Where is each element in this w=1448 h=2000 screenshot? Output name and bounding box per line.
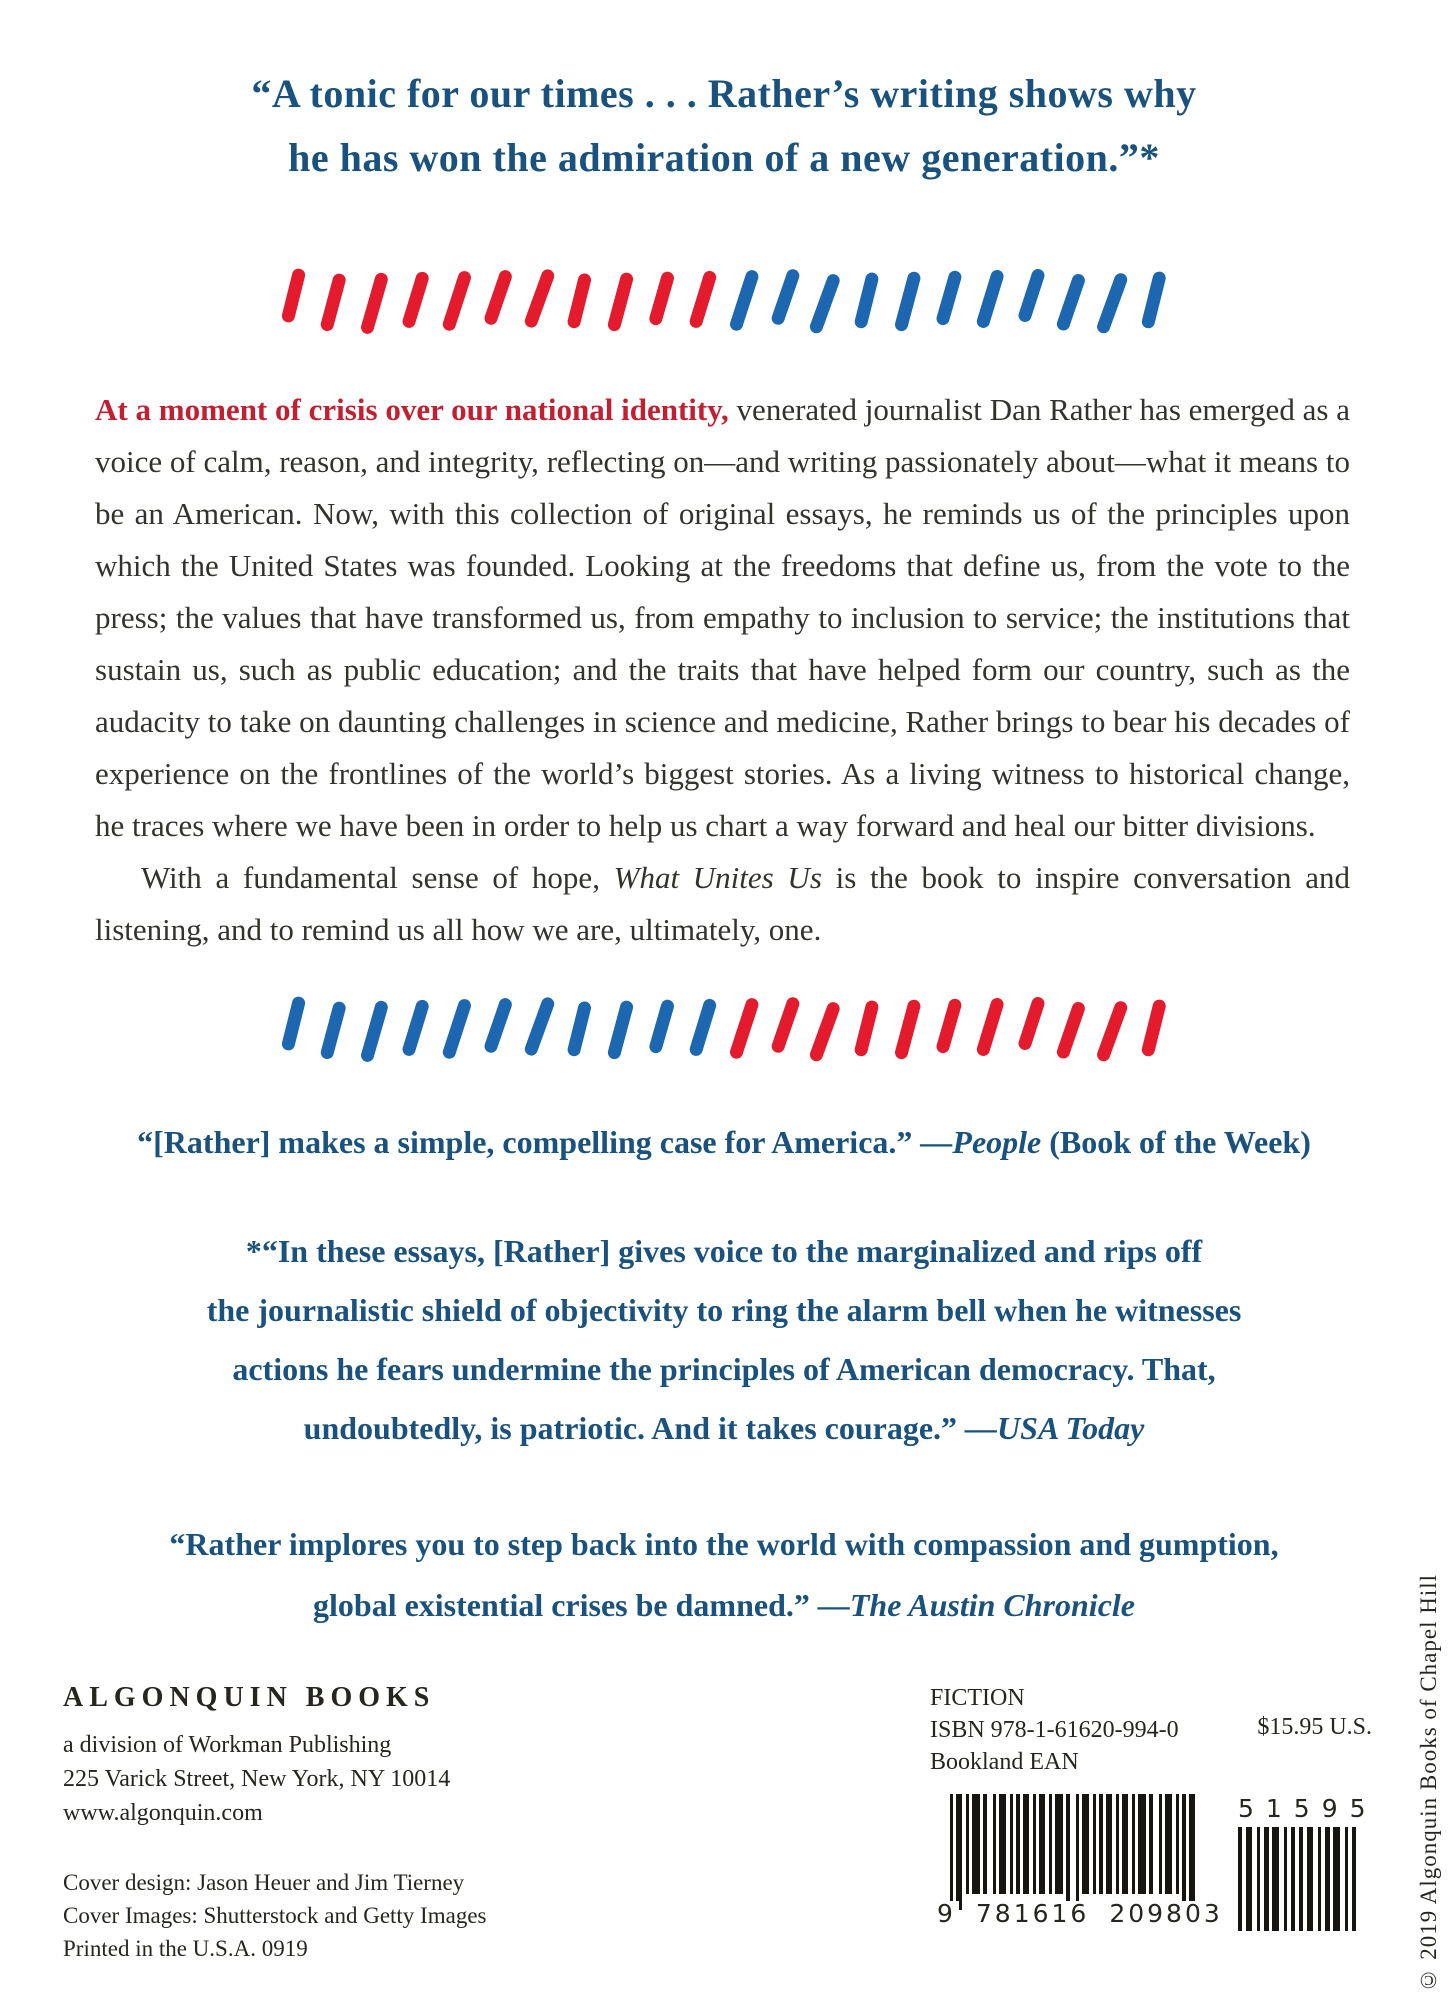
barcode-bar xyxy=(1257,1827,1260,1931)
tick-mark-red xyxy=(441,269,473,332)
tick-mark-red xyxy=(1017,995,1046,1051)
barcode-digit-group1: 781616 xyxy=(973,1901,1092,1926)
cover-design-credit: Cover design: Jason Heuer and Jim Tierney xyxy=(63,1870,465,1895)
publisher-website: www.algonquin.com xyxy=(63,1800,263,1826)
tick-mark-blue xyxy=(606,999,634,1060)
barcode-digit-first: 9 xyxy=(934,1901,959,1926)
synopsis-paragraph-2-start: With a fundamental sense of hope, xyxy=(141,860,614,895)
tick-mark-blue xyxy=(359,999,389,1063)
barcode-bar xyxy=(1093,1794,1096,1894)
tick-mark-blue xyxy=(566,1000,592,1057)
barcode-bar xyxy=(1049,1794,1052,1894)
tick-mark-blue xyxy=(319,1000,347,1060)
tick-mark-red xyxy=(359,271,389,335)
barcode-bar xyxy=(1033,1794,1036,1894)
usatoday-quote-line1: *“In these essays, [Rather] gives voice to the marginalized and rips off xyxy=(245,1233,1203,1269)
barcode-bar xyxy=(1023,1794,1029,1894)
usatoday-quote-line4 xyxy=(0,1399,1448,1458)
barcode-bar xyxy=(1159,1794,1162,1894)
isbn-barcode-bars xyxy=(950,1794,1208,1912)
tick-mark-red xyxy=(401,270,430,329)
tick-mark-red xyxy=(728,996,760,1060)
barcode-bar xyxy=(1264,1827,1269,1931)
usatoday-quote-source: —USA Today xyxy=(965,1410,1145,1446)
tick-mark-red xyxy=(975,996,1005,1057)
barcode-bar xyxy=(1238,1827,1242,1931)
austin-quote-line2 xyxy=(0,1575,1448,1636)
tick-mark-red xyxy=(935,997,963,1054)
tick-mark-blue xyxy=(441,997,473,1060)
tick-mark-blue xyxy=(523,996,556,1058)
publisher-division: a division of Workman Publishing xyxy=(63,1732,392,1758)
barcode-bar xyxy=(983,1794,987,1894)
barcode-bar xyxy=(972,1794,980,1894)
tick-mark-blue xyxy=(648,998,676,1054)
barcode-bar xyxy=(1333,1827,1340,1931)
tick-mark-blue xyxy=(1140,270,1167,329)
stitch-marks-band-top xyxy=(0,268,1448,340)
barcode-bar xyxy=(1345,1827,1348,1931)
tick-mark-red xyxy=(281,267,307,324)
tick-mark-red xyxy=(606,271,634,332)
barcode-bar xyxy=(1010,1794,1013,1894)
supplement-digits: 51595 xyxy=(1238,1794,1378,1823)
barcode-bar xyxy=(1165,1794,1172,1894)
barcode-bar xyxy=(1132,1794,1135,1894)
tick-mark-blue xyxy=(483,996,514,1054)
tick-mark-red xyxy=(1140,998,1167,1057)
usatoday-quote-line3: actions he fears undermine the principles of American democracy. That, xyxy=(232,1351,1216,1387)
barcode-bar xyxy=(1076,1794,1079,1910)
publisher-name: ALGONQUIN BOOKS xyxy=(63,1682,436,1713)
supplement-barcode-bars xyxy=(1238,1827,1372,1931)
barcode-bar xyxy=(1106,1794,1112,1894)
barcode-bar xyxy=(1016,1794,1020,1894)
tick-mark-red xyxy=(319,272,347,332)
barcode-bar xyxy=(1284,1827,1287,1931)
tick-mark-red xyxy=(1055,1000,1087,1060)
synopsis-paragraph-1 xyxy=(95,384,1350,852)
austin-quote-source: —The Austin Chronicle xyxy=(817,1587,1135,1623)
synopsis-paragraph-1-rest: venerated journalist Dan Rather has emerged as a voice of calm, reason, and integrity, reflecting on—and writing passionately about—what it means to be an American. Now, with this collection of original essays, he reminds us of the principles upon which the United States was founded. Looking at the freedoms that define us, from the vote to the press; the values that have transformed us, from empathy to inclusion to service; the institutions that sustain us, such as public education; and the traits that have helped form our country, such as the audacity to take on daunting challenges in science and medicine, Rather brings to bear his decades of experience on the frontlines of the world’s biggest stories. As a living witness to historical change, he traces where we have been in order to help us chart a way forward and heal our bitter divisions. xyxy=(95,392,1350,843)
price-label: $15.95 U.S. xyxy=(1257,1714,1372,1740)
copyright-vertical-text: © 2019 Algonquin Books of Chapel Hill xyxy=(1416,1573,1441,1992)
barcode-row xyxy=(937,1794,1378,1931)
tick-mark-red xyxy=(770,995,801,1054)
isbn-label: ISBN 978-1-61620-994-0 xyxy=(930,1717,1179,1743)
barcode-bar xyxy=(1082,1794,1089,1894)
tick-mark-blue xyxy=(975,268,1005,329)
price-supplement-barcode xyxy=(1238,1794,1378,1931)
barcode-bar xyxy=(1066,1794,1070,1910)
usatoday-review-quote xyxy=(0,1222,1448,1458)
barcode-bar xyxy=(1122,1794,1128,1894)
synopsis-text xyxy=(95,384,1350,956)
tick-mark-red xyxy=(1095,999,1129,1063)
barcode-bar xyxy=(1099,1794,1103,1894)
tick-mark-red xyxy=(648,270,676,326)
tick-mark-blue xyxy=(688,997,718,1057)
ean-label: Bookland EAN xyxy=(930,1749,1079,1775)
usatoday-quote-line4-text: undoubtedly, is patriotic. And it takes courage.” xyxy=(303,1410,966,1446)
austin-quote-line1: “Rather implores you to step back into the world with compassion and gumption, xyxy=(169,1526,1279,1562)
people-quote-source: —People xyxy=(920,1124,1042,1160)
tick-mark-blue xyxy=(853,271,879,329)
barcode-bar xyxy=(1299,1827,1303,1931)
barcode-bar xyxy=(956,1794,962,1910)
tick-mark-red xyxy=(894,998,922,1060)
publisher-block xyxy=(63,1682,663,1965)
tick-mark-blue xyxy=(1055,272,1087,332)
tick-mark-blue xyxy=(894,270,922,332)
barcode-bar xyxy=(1055,1794,1063,1894)
people-review-quote xyxy=(0,1120,1448,1164)
isbn-barcode xyxy=(937,1794,1223,1928)
tick-mark-blue xyxy=(728,268,760,332)
printed-in-credit: Printed in the U.S.A. 0919 xyxy=(63,1936,308,1961)
austin-chronicle-review-quote xyxy=(0,1514,1448,1636)
barcode-bar xyxy=(966,1794,969,1894)
tick-mark-red xyxy=(523,268,556,330)
publisher-address: 225 Varick Street, New York, NY 10014 xyxy=(63,1766,451,1792)
synopsis-paragraph-2-rest: is the book to inspire conversation and listening, and to remind us all how we are, ultimately, one. xyxy=(95,860,1351,947)
barcode-bar xyxy=(1291,1827,1295,1931)
barcode-bar xyxy=(1246,1827,1252,1931)
tick-mark-red xyxy=(566,272,592,329)
barcode-bar xyxy=(1039,1794,1045,1894)
barcode-bar xyxy=(999,1794,1006,1894)
austin-quote-line2-text: global existential crises be damned.” xyxy=(313,1587,818,1623)
category-label: FICTION xyxy=(930,1685,1025,1711)
cover-images-credit: Cover Images: Shutterstock and Getty Images xyxy=(63,1903,487,1928)
stitch-marks-band-bottom xyxy=(0,996,1448,1068)
tick-mark-blue xyxy=(1017,267,1046,323)
barcode-bar xyxy=(1318,1827,1321,1931)
tick-mark-blue xyxy=(401,998,430,1057)
barcode-digit-group2: 209803 xyxy=(1106,1901,1225,1926)
book-title-italic: What Unites Us xyxy=(613,860,822,895)
people-quote-text: “[Rather] makes a simple, compelling case for America.” xyxy=(137,1124,921,1160)
barcode-bar xyxy=(1189,1794,1195,1910)
barcode-bar xyxy=(1272,1827,1279,1931)
barcode-bar xyxy=(1138,1794,1146,1894)
people-quote-suffix: (Book of the Week) xyxy=(1041,1124,1311,1160)
barcode-bar xyxy=(993,1794,996,1894)
barcode-bar xyxy=(950,1794,953,1910)
barcode-bar xyxy=(1325,1827,1330,1931)
cover-credits xyxy=(63,1866,663,1965)
barcode-bar xyxy=(1149,1794,1153,1894)
tick-mark-blue xyxy=(770,267,801,326)
sales-block xyxy=(930,1682,1378,1965)
barcode-bar xyxy=(1182,1794,1186,1910)
synopsis-red-lead: At a moment of crisis over our national identity, xyxy=(95,392,729,427)
tick-mark-red xyxy=(853,999,879,1057)
tick-mark-blue xyxy=(935,269,963,326)
top-review-quote xyxy=(0,0,1448,190)
synopsis-paragraph-2 xyxy=(95,852,1350,956)
tick-mark-blue xyxy=(1095,271,1129,335)
tick-mark-red xyxy=(808,1000,841,1063)
tick-mark-blue xyxy=(281,995,307,1052)
usatoday-quote-line2: the journalistic shield of objectivity to ring the alarm bell when he witnesses xyxy=(206,1292,1242,1328)
tick-mark-red xyxy=(688,269,718,329)
top-review-quote-line1: “A tonic for our times . . . Rather’s writing shows why xyxy=(251,71,1197,116)
barcode-bar xyxy=(1116,1794,1119,1894)
tick-mark-blue xyxy=(808,272,841,335)
tick-mark-red xyxy=(483,268,514,326)
barcode-bar xyxy=(1307,1827,1313,1931)
isbn-barcode-digits xyxy=(934,1899,1223,1928)
footer xyxy=(63,1682,1378,1965)
top-review-quote-line2: he has won the admiration of a new generation.”* xyxy=(288,135,1160,180)
barcode-bar xyxy=(1352,1827,1356,1931)
barcode-bar xyxy=(1176,1794,1179,1894)
